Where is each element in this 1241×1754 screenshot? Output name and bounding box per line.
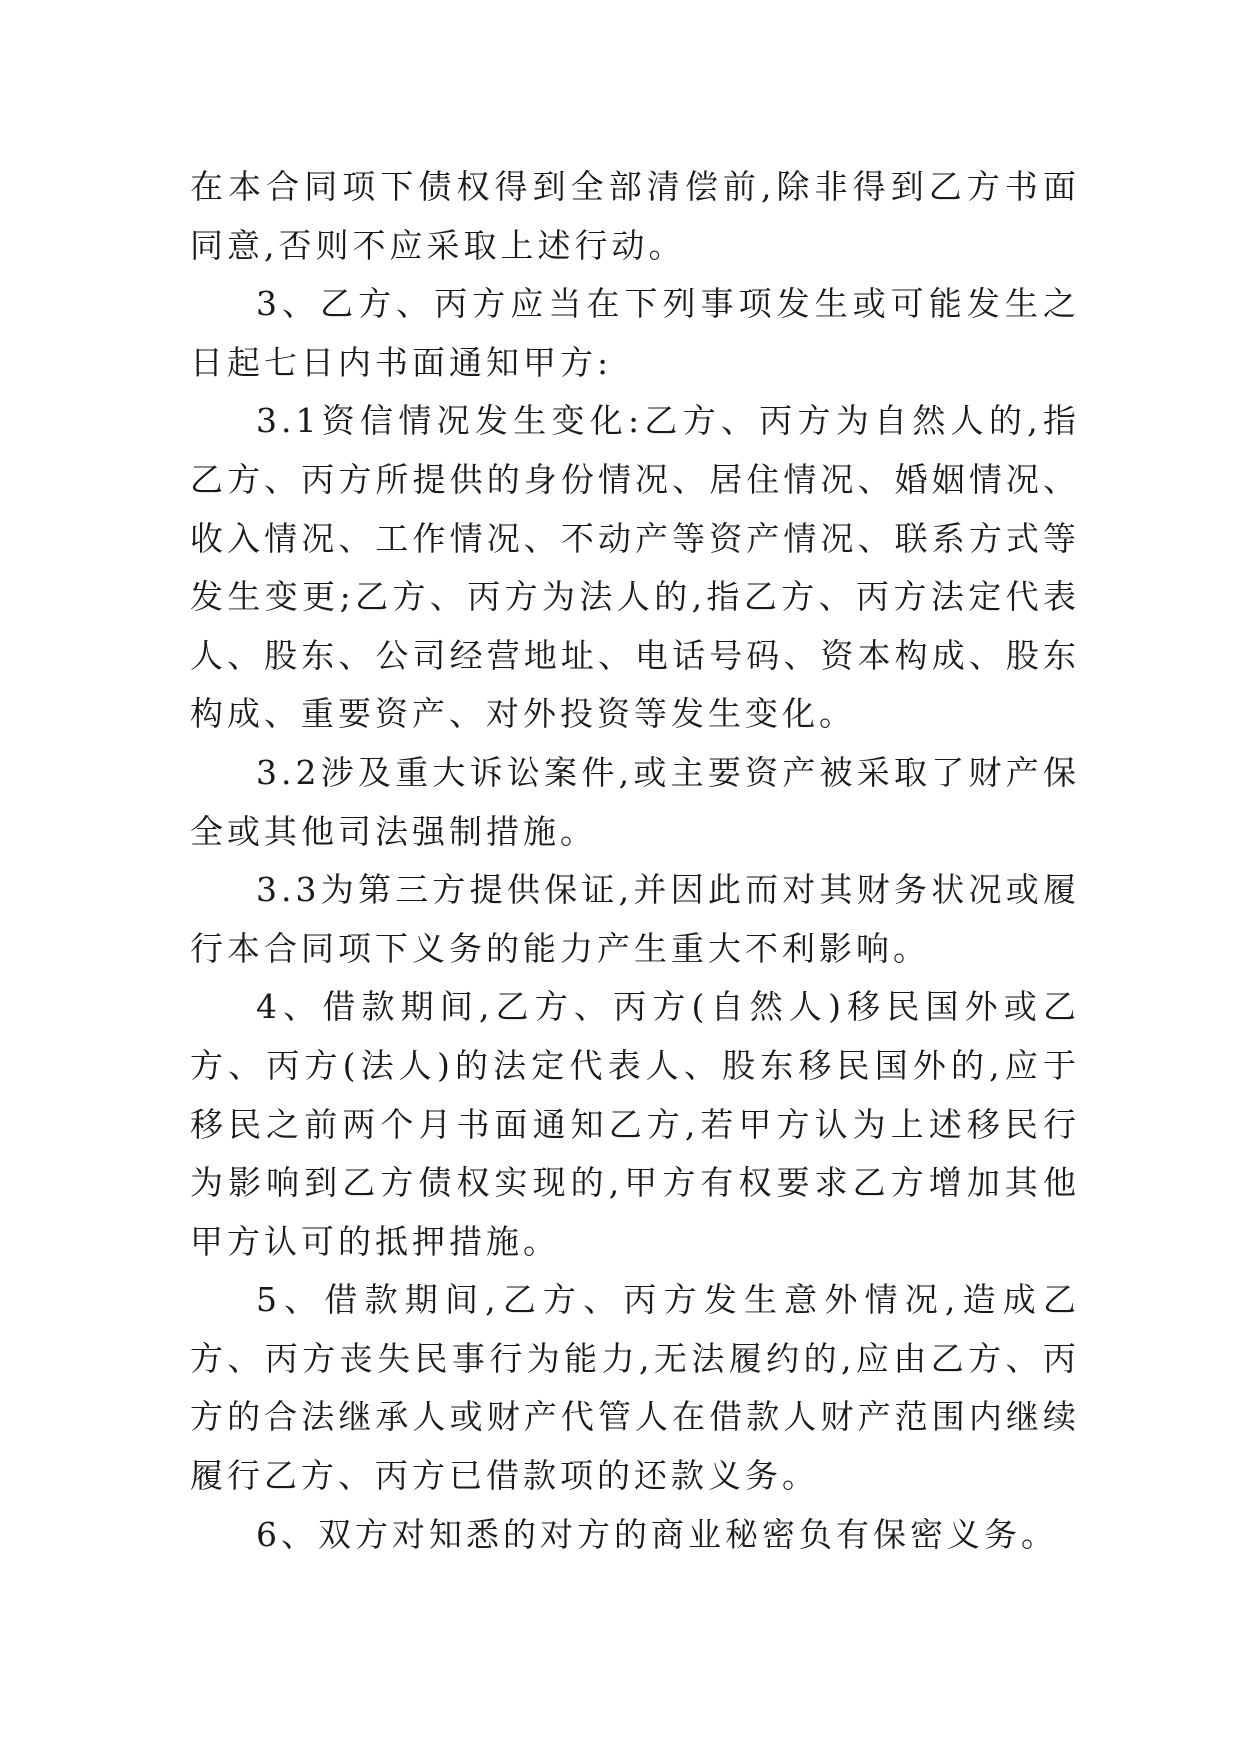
paragraph-continuation: 在本合同项下债权得到全部清偿前,除非得到乙方书面同意,否则不应采取上述行动。: [190, 167, 1080, 265]
paragraph-clause-3-1: 3.1资信情况发生变化:乙方、丙方为自然人的,指乙方、丙方所提供的身份情况、居住情况、婚姻情况、收入情况、工作情况、不动产等资产情况、联系方式等发生变更;乙方、丙方为法人的,指乙方、丙方法定代表人、股东、公司经营地址、电话号码、资本构成、股东构成、重要资产、对外投资等发生变化。: [190, 401, 1080, 734]
paragraph-clause-4: 4、借款期间,乙方、丙方(自然人)移民国外或乙方、丙方(法人)的法定代表人、股东移民国外的,应于移民之前两个月书面通知乙方,若甲方认为上述移民行为影响到乙方债权实现的,甲方有权要求乙方增加其他甲方认可的抵押措施。: [190, 987, 1080, 1261]
paragraph-clause-5: 5、借款期间,乙方、丙方发生意外情况,造成乙方、丙方丧失民事行为能力,无法履约的,应由乙方、丙方的合法继承人或财产代管人在借款人财产范围内继续履行乙方、丙方已借款项的还款义务。: [190, 1280, 1080, 1496]
paragraph-clause-3-3: 3.3为第三方提供保证,并因此而对其财务状况或履行本合同项下义务的能力产生重大不利影响。: [190, 870, 1080, 968]
paragraph-clause-3-2: 3.2涉及重大诉讼案件,或主要资产被采取了财产保全或其他司法强制措施。: [190, 752, 1080, 851]
paragraph-clause-3: 3、乙方、丙方应当在下列事项发生或可能发生之日起七日内书面通知甲方:: [190, 284, 1080, 382]
document-body: [190, 158, 1080, 1564]
paragraph-clause-6: 6、双方对知悉的对方的商业秘密负有保密义务。: [256, 1514, 1058, 1554]
